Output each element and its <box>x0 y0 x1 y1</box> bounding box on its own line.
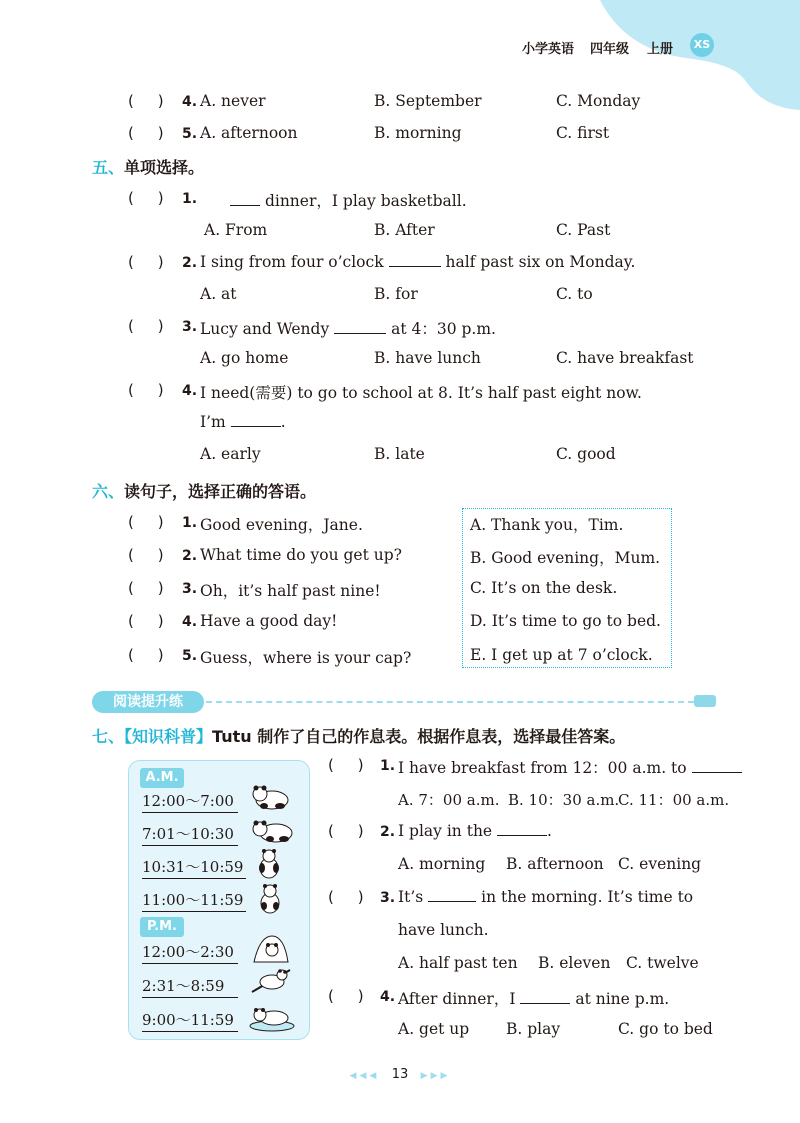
schedule-time: 11:00～11:59 <box>142 891 244 909</box>
option-b: B. afternoon <box>506 855 604 873</box>
answer-bracket[interactable]: ( ) <box>328 822 364 840</box>
question-text: Oh，it’s half past nine! <box>200 582 381 600</box>
answer-bracket[interactable]: ( ) <box>128 646 164 664</box>
option-c: C. 11：00 a.m. <box>618 791 730 809</box>
section-tag: 【知识科普】 <box>124 727 213 746</box>
answer-blank[interactable] <box>428 889 476 902</box>
question-text-before: After dinner，I <box>398 990 516 1008</box>
answer-bracket[interactable]: ( ) <box>128 92 164 110</box>
panda-sitting-icon <box>256 882 284 914</box>
option-c: C. to <box>556 285 593 303</box>
question-number: 4. <box>182 94 198 110</box>
option-a: A. 7：00 a.m. <box>398 791 500 809</box>
question-text-line2 <box>200 413 286 431</box>
answer-option: D. It’s time to go to bed. <box>470 612 661 630</box>
header-subject: 小学英语 <box>522 42 575 57</box>
question-number: 1. <box>182 515 198 531</box>
answer-option: B. Good evening，Mum. <box>470 549 661 567</box>
question-text: Guess，where is your cap? <box>200 649 412 667</box>
question-number: 4. <box>380 989 396 1005</box>
option-c: C. first <box>556 124 610 142</box>
question-text <box>398 987 669 1009</box>
divider <box>142 963 238 964</box>
question-text-after: . <box>547 822 552 840</box>
answer-bracket[interactable]: ( ) <box>128 546 164 564</box>
panda-eating-icon <box>248 815 296 845</box>
question-number: 3. <box>182 581 198 597</box>
section-number: 六、 <box>92 482 125 501</box>
option-b: B. play <box>506 1020 561 1038</box>
page-footer <box>0 1067 800 1082</box>
question-text-after: in the morning. It’s time to <box>481 888 694 906</box>
question-text-before: Lucy and Wendy <box>200 320 330 338</box>
panda-resting-icon <box>250 932 292 966</box>
answer-bracket[interactable]: ( ) <box>128 381 164 399</box>
option-b: B. late <box>374 445 425 463</box>
am-label: A.M. <box>140 768 184 788</box>
divider <box>142 812 238 813</box>
panda-playing-icon <box>254 848 284 880</box>
answer-bracket[interactable]: ( ) <box>128 124 164 142</box>
schedule-time: 7:01～10:30 <box>142 825 234 843</box>
answer-blank[interactable] <box>230 193 260 206</box>
panda-climbing-icon <box>248 966 294 996</box>
option-c: C. evening <box>618 855 702 873</box>
answer-bracket[interactable]: ( ) <box>128 579 164 597</box>
question-text-before: I sing from four o’clock <box>200 253 384 271</box>
question-number: 2. <box>380 824 396 840</box>
answer-bracket[interactable]: ( ) <box>328 987 364 1005</box>
question-number: 3. <box>380 890 396 906</box>
question-text-after: at nine p.m. <box>575 990 670 1008</box>
schedule-time: 9:00～11:59 <box>142 1011 234 1029</box>
question-text <box>200 253 635 271</box>
answer-blank[interactable] <box>334 321 386 334</box>
question-text <box>200 317 496 339</box>
question-number: 3. <box>182 319 198 335</box>
question-text: Good evening，Jane. <box>200 516 363 534</box>
divider <box>142 997 238 998</box>
page-number: 13 <box>391 1067 409 1082</box>
schedule-time: 10:31～10:59 <box>142 858 244 876</box>
option-c: C. Monday <box>556 92 641 110</box>
section-7-heading <box>92 724 625 747</box>
question-text: I need(需要) to go to school at 8. It’s half past eight now. <box>200 384 642 402</box>
question-text <box>398 756 742 778</box>
question-number: 4. <box>182 383 198 399</box>
answer-bracket[interactable]: ( ) <box>128 253 164 271</box>
question-text-line2: have lunch. <box>398 921 489 939</box>
divider <box>142 1031 238 1032</box>
option-a: A. From <box>204 221 268 239</box>
option-c: C. good <box>556 445 616 463</box>
answer-blank[interactable] <box>520 991 570 1004</box>
option-c: C. twelve <box>626 954 699 972</box>
question-text-before: It’s <box>398 888 424 906</box>
question-text <box>398 888 693 906</box>
answer-bracket[interactable]: ( ) <box>328 888 364 906</box>
answer-bracket[interactable]: ( ) <box>128 513 164 531</box>
option-b: B. September <box>374 92 482 110</box>
question-text-after: half past six on Monday. <box>445 253 636 271</box>
section-number: 五、 <box>92 158 125 177</box>
question-text: Have a good day! <box>200 612 338 630</box>
divider <box>142 878 246 879</box>
section-6-heading <box>92 479 316 502</box>
section-title: 读句子，选择正确的答语。 <box>124 482 317 501</box>
option-a: A. at <box>200 285 237 303</box>
question-number: 2. <box>182 255 198 271</box>
section-title: 单项选择。 <box>124 158 205 177</box>
option-c: C. have breakfast <box>556 349 694 367</box>
question-text: What time do you get up? <box>200 546 402 564</box>
answer-option: E. I get up at 7 o’clock. <box>470 646 653 664</box>
answer-blank[interactable] <box>389 254 441 267</box>
header-grade: 四年级 <box>590 42 630 57</box>
option-b: B. have lunch <box>374 349 481 367</box>
pm-label: P.M. <box>140 917 184 937</box>
question-number: 5. <box>182 648 198 664</box>
answer-option: C. It’s on the desk. <box>470 579 618 597</box>
reading-section-banner: 阅读提升练 <box>92 691 204 713</box>
option-b: B. After <box>374 221 435 239</box>
divider <box>142 845 238 846</box>
option-c: C. go to bed <box>618 1020 713 1038</box>
question-text-before: I’m <box>200 413 226 431</box>
panda-bed-icon <box>248 1000 296 1032</box>
answer-bracket[interactable]: ( ) <box>128 317 164 335</box>
pencil-icon <box>694 695 716 707</box>
question-text-after: dinner，I play basketball. <box>264 192 467 210</box>
divider <box>206 701 704 703</box>
schedule-time: 12:00～7:00 <box>142 792 234 810</box>
question-text-before: I have breakfast from 12：00 a.m. to <box>398 759 687 777</box>
question-text-after: . <box>280 413 286 431</box>
question-text-after: at 4：30 p.m. <box>391 320 496 338</box>
option-a: A. go home <box>200 349 289 367</box>
option-b: B. 10：30 a.m. <box>508 791 620 809</box>
answer-blank[interactable] <box>231 414 281 427</box>
question-text-before: I play in the <box>398 822 493 840</box>
answer-bracket[interactable]: ( ) <box>128 612 164 630</box>
panda-sleeping-icon <box>250 782 290 812</box>
option-a: A. never <box>200 92 266 110</box>
header-volume: 上册 <box>647 42 674 57</box>
divider <box>142 911 246 912</box>
section-number: 七、 <box>92 727 125 746</box>
answer-bracket[interactable]: ( ) <box>328 756 364 774</box>
option-c: C. Past <box>556 221 611 239</box>
option-b: B. eleven <box>538 954 611 972</box>
schedule-time: 2:31～8:59 <box>142 977 225 995</box>
question-text <box>398 822 552 840</box>
left-arrows-icon: ◀◀◀ <box>349 1071 380 1081</box>
schedule-time: 12:00～2:30 <box>142 943 234 961</box>
question-number: 5. <box>182 126 198 142</box>
option-b: B. morning <box>374 124 462 142</box>
question-number: 4. <box>182 614 198 630</box>
question-text <box>230 189 467 211</box>
option-a: A. afternoon <box>200 124 298 142</box>
option-a: A. half past ten <box>398 954 518 972</box>
section-5-heading <box>92 155 204 178</box>
option-a: A. morning <box>398 855 486 873</box>
section-title: Tutu 制作了自己的作息表。根据作息表，选择最佳答案。 <box>212 727 626 746</box>
header-badge: XS <box>690 33 714 57</box>
option-a: A. early <box>200 445 261 463</box>
question-number: 2. <box>182 548 198 564</box>
question-number: 1. <box>380 758 396 774</box>
option-a: A. get up <box>398 1020 470 1038</box>
answer-option: A. Thank you，Tim. <box>470 516 624 534</box>
right-arrows-icon: ▶▶▶ <box>420 1071 451 1081</box>
answer-bracket[interactable]: ( ) <box>128 189 164 207</box>
question-number: 1. <box>182 191 198 207</box>
answer-blank[interactable] <box>497 823 547 836</box>
option-b: B. for <box>374 285 418 303</box>
answer-blank[interactable] <box>692 760 742 773</box>
